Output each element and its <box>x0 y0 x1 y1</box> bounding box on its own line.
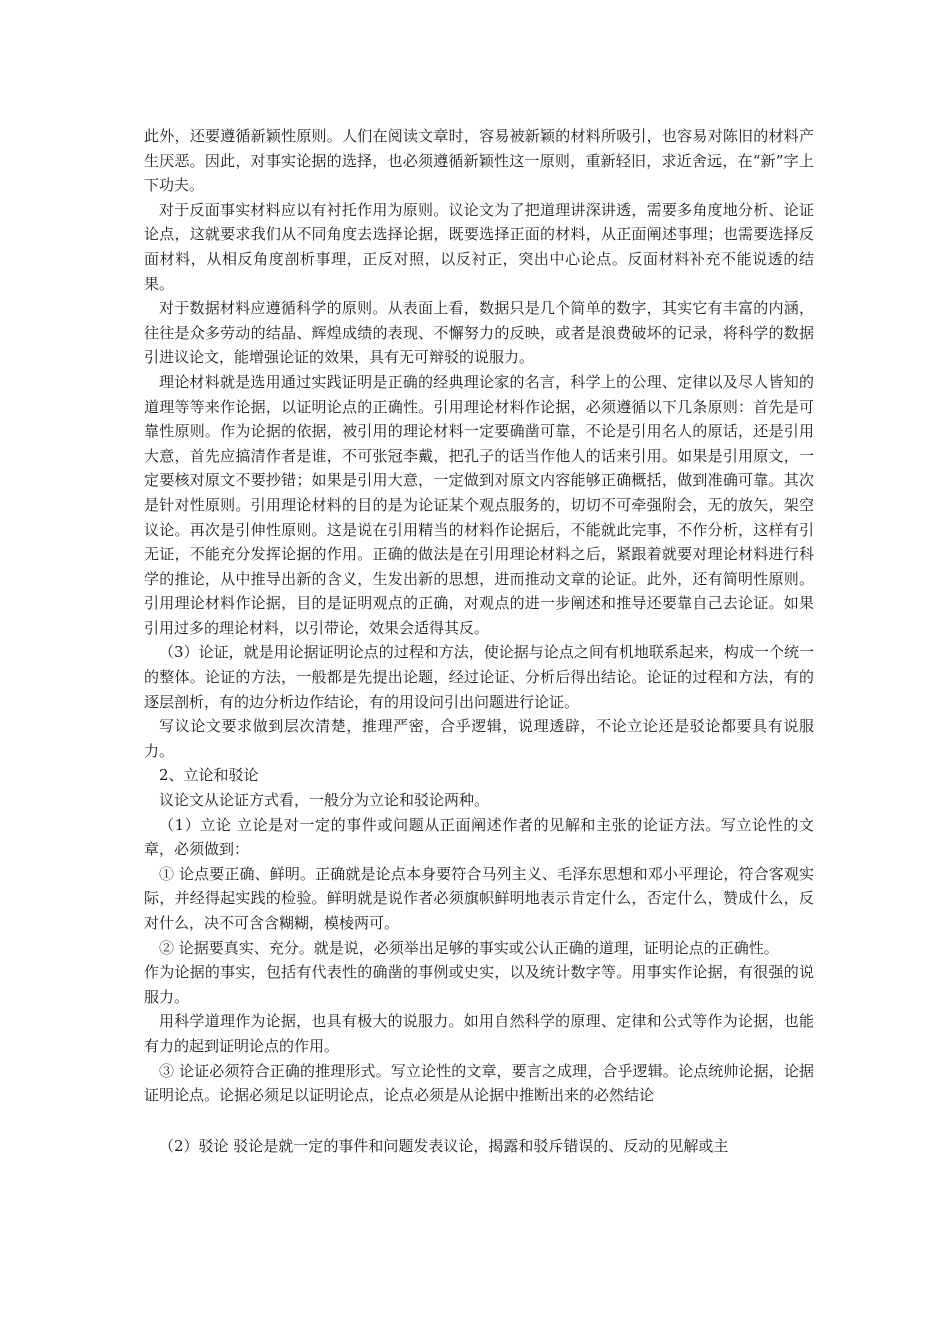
list-item-point-1: ① 论点要正确、鲜明。正确就是论点本身要符合马列主义、毛泽东思想和邓小平理论，符合客观实际，并经得起实践的检验。鲜明就是说作者必须旗帜鲜明地表示肯定什么，否定什么，赞成什么，反对什么，决不可含含糊糊，模棱两可。 <box>144 864 814 932</box>
list-item-point-2: ② 论据要真实、充分。就是说，必须举出足够的事实或公认正确的道理，证明论点的正确性。 <box>159 938 779 957</box>
paragraph-negative-material: 对于反面事实材料应以有衬托作用为原则。议论文为了把道理讲深讲透，需要多角度地分析、论证论点，这就要求我们从不同角度去选择论据，既要选择正面的材料，从正面阐述事理；也需要选择反面材料，从相反角度剖析事理，正反对照，以反衬正，突出中心论点。反面材料补充不能说透的结果。 <box>144 200 814 293</box>
paragraph-theory-material: 理论材料就是选用通过实践证明是正确的经典理论家的名言，科学上的公理、定律以及尽人皆知的道理等等来作论据，以证明论点的正确性。引用理论材料作论据，必须遵循以下几条原则：首先是可靠性原则。作为论据的依据，被引用的理论材料一定要确凿可靠，不论是引用名人的原话，还是引用大意，首先应搞清作者是谁，不可张冠李戴，把孔子的话当作他人的话来引用。如果是引用原文，一定要核对原文不要抄错；如果是引用大意，一定做到对原文内容能够正确概括，做到准确可靠。其次是针对性原则。引用理论材料的目的是为论证某个观点服务的，切切不可牵强附会，无的放矢，架空议论。再次是引伸性原则。这是说在引用精当的材料作论据后，不能就此完事，不作分析，这样有引无证，不能充分发挥论据的作用。正确的做法是在引用理论材料之后，紧跟着就要对理论材料进行科学的推论，从中推导出新的含义，生发出新的思想，进而推动文章的论证。此外，还有简明性原则。引用理论材料作论据，目的是证明观点的正确，对观点的进一步阐述和推导还要靠自己去论证。如果引用过多的理论材料，以引带论，效果会适得其反。 <box>144 372 814 637</box>
paragraph-two-types: 议论文从论证方式看，一般分为立论和驳论两种。 <box>159 791 490 810</box>
section-heading-lilun-bolun: 2、立论和驳论 <box>159 766 259 785</box>
paragraph-data-material: 对于数据材料应遵循科学的原则。从表面上看，数据只是几个简单的数字，其实它有丰富的内涵，往往是众多劳动的结晶、辉煌成绩的表现、不懈努力的反映，或者是浪费破坏的记录，将科学的数据引进议论文，能增强论证的效果，具有无可辩驳的说服力。 <box>144 299 814 367</box>
paragraph-argumentation: （3）论证，就是用论据证明论点的过程和方法，使论据与论点之间有机地联系起来，构成一个统一的整体。论证的方法，一般都是先提出论题，经过论证、分析后得出结论。论证的过程和方法，有的逐层剖析，有的边分析边作结论，有的用设问引出问题进行论证。 <box>144 643 814 711</box>
paragraph-science-evidence: 用科学道理作为论据，也具有极大的说服力。如用自然科学的原理、定律和公式等作为论据，也能有力的起到证明论点的作用。 <box>144 1012 814 1055</box>
paragraph-spacer <box>144 1108 814 1134</box>
paragraph-writing-requirements: 写议论文要求做到层次清楚，推理严密，合乎逻辑，说理透辟，不论立论还是驳论都要具有说服力。 <box>144 717 814 760</box>
paragraph-novelty-principle: 此外，还要遵循新颖性原则。人们在阅读文章时，容易被新颖的材料所吸引，也容易对陈旧的材料产生厌恶。因此，对事实论据的选择，也必须遵循新颖性这一原则，重新轻旧，求近舍远，在“新”字上下功夫。 <box>144 127 814 195</box>
paragraph-bolun-definition: （2）驳论 驳论是就一定的事件和问题发表议论，揭露和驳斥错误的、反动的见解或主 <box>159 1136 729 1155</box>
paragraph-fact-evidence: 作为论据的事实，包括有代表性的确凿的事例或史实，以及统计数字等。用事实作论据，有很强的说服力。 <box>144 963 814 1006</box>
list-item-point-3: ③ 论证必须符合正确的推理形式。写立论性的文章，要言之成理，合乎逻辑。论点统帅论据，论据证明论点。论据必须足以证明论点，论点必须是从论据中推断出来的必然结论 <box>144 1061 814 1105</box>
paragraph-lilun-definition: （1）立论 立论是对一定的事件或问题从正面阐述作者的见解和主张的论证方法。写立论性的文章，必须做到： <box>144 815 814 859</box>
document-body <box>144 124 814 1158</box>
